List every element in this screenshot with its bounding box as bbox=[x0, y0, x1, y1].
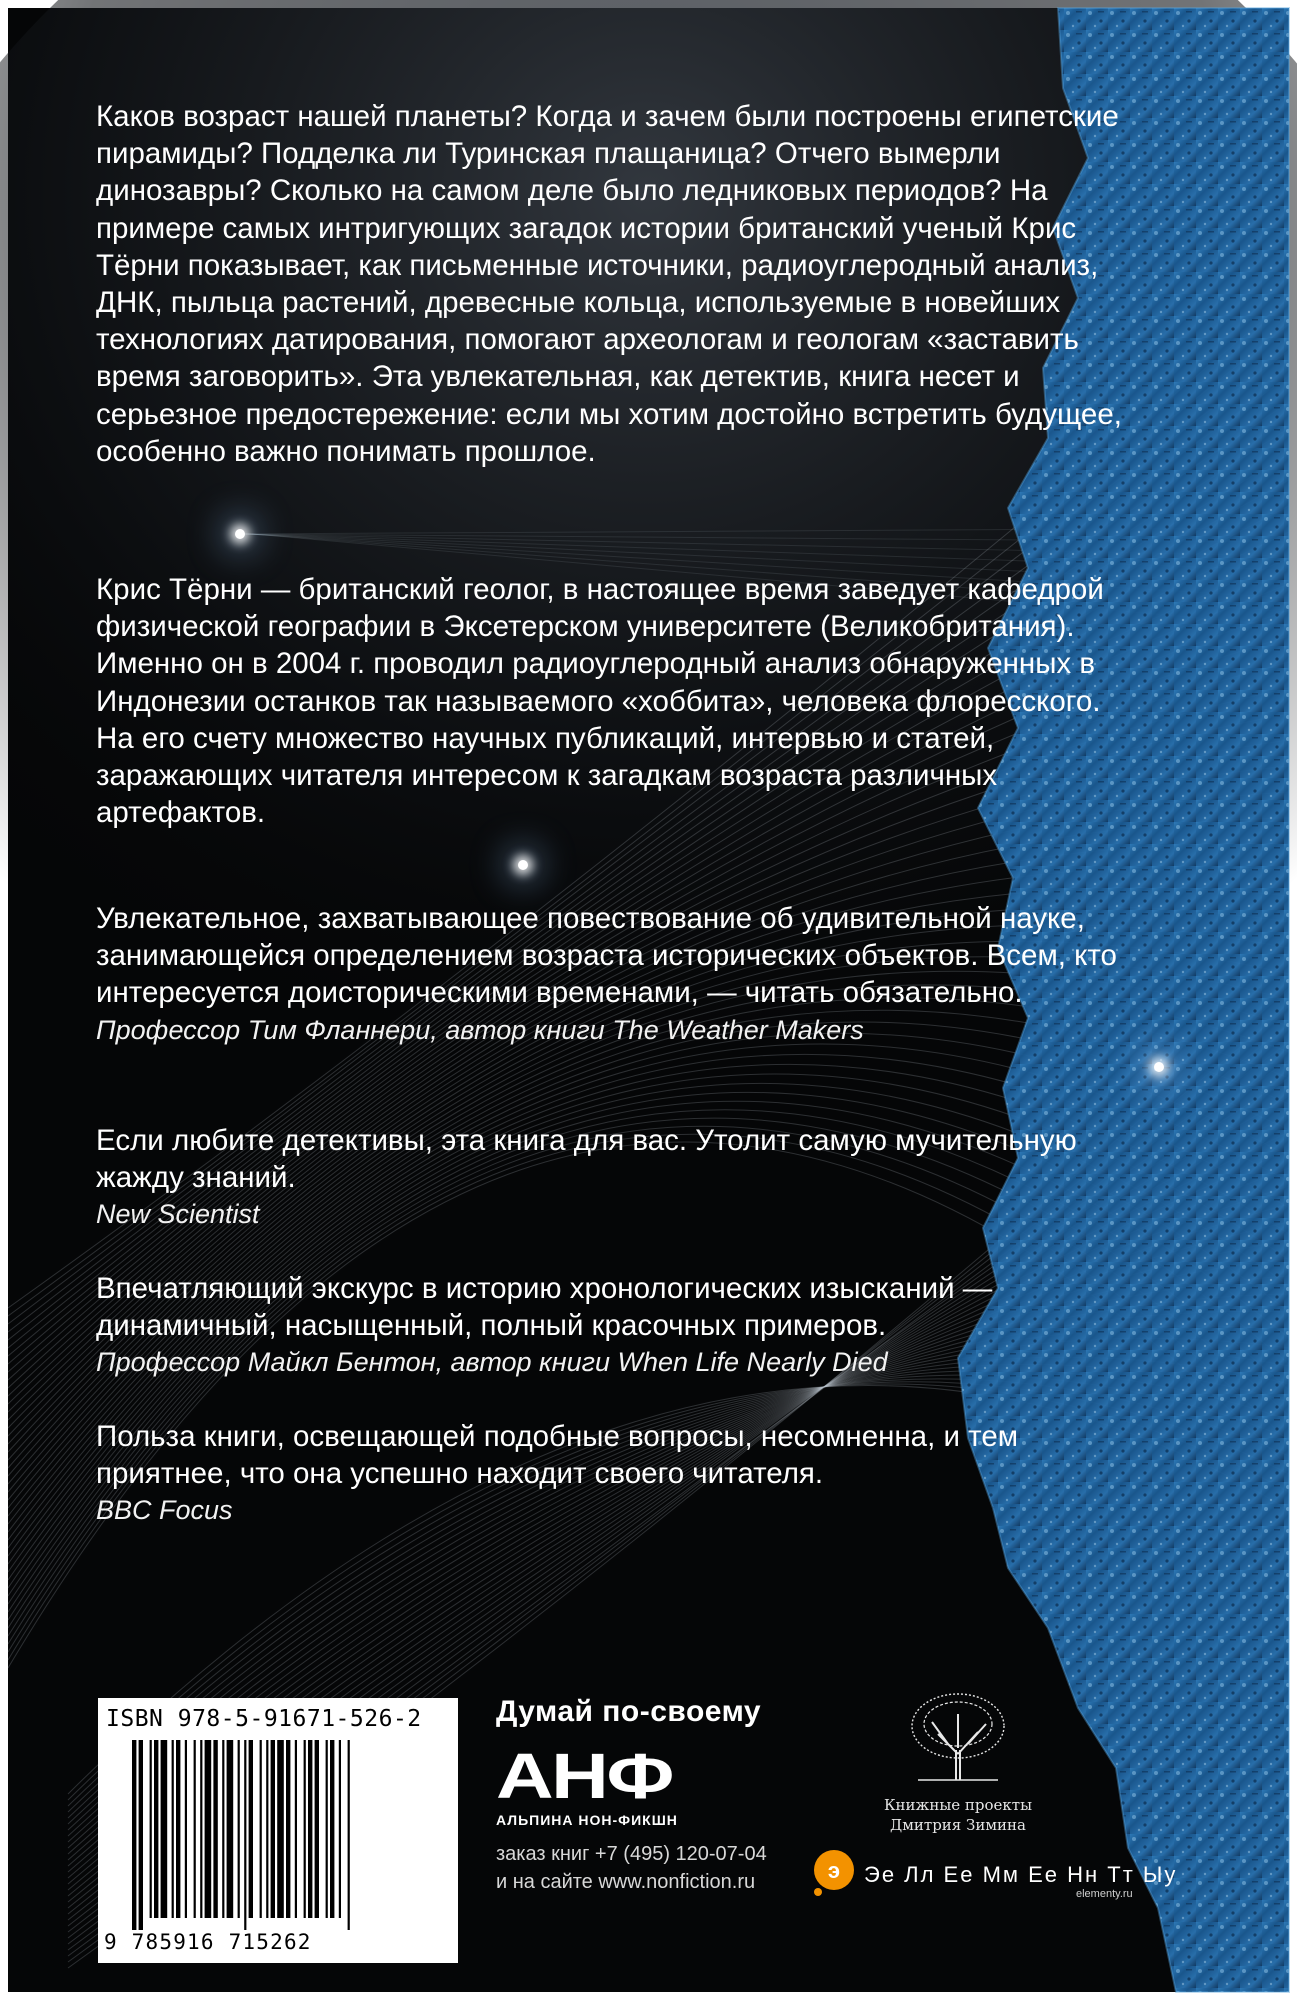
publisher-name: АЛЬПИНА НОН-ФИКШН bbox=[496, 1812, 678, 1828]
barcode-bar bbox=[200, 1740, 202, 1918]
barcode-bar bbox=[271, 1740, 275, 1918]
publisher-website: и на сайте www.nonfiction.ru bbox=[496, 1871, 756, 1893]
description-text: Каков возраст нашей планеты? Когда и зачем были построены египетские пирамиды? Подделка ли Туринская плащаница? Отчего вымерли динозавры? Сколько на самом деле было ледниковых периодов? На примере самых интригующих загадок истории британский ученый Крис Тёрни показывает, как письменные источники, радиоуглеродный анализ, ДНК, пыльца растений, древесные кольца, используемые в новейших технологиях датирования, помогают археологам и геологам «заставить время заговорить». Эта увлекательная, как детектив, книга несет и серьезное предостережение: если мы хотим достойно встретить будущее, особенно важно понимать прошлое. bbox=[96, 100, 1122, 468]
flare-icon bbox=[518, 860, 528, 870]
ano-logo-icon bbox=[496, 1740, 674, 1812]
partner-line-1: Книжные проекты bbox=[883, 1796, 1033, 1814]
review-attribution: BBC Focus bbox=[96, 1495, 233, 1526]
flare-icon bbox=[1154, 1062, 1164, 1072]
author-bio-paragraph bbox=[96, 571, 1136, 831]
isbn-label: ISBN 978-5-91671-526-2 bbox=[106, 1706, 422, 1732]
barcode-bar bbox=[295, 1740, 297, 1918]
flare-icon bbox=[235, 529, 245, 539]
barcode-bar bbox=[266, 1740, 268, 1918]
order-phone: заказ книг +7 (495) 120-07-04 bbox=[496, 1843, 767, 1865]
barcode-bar bbox=[222, 1740, 224, 1918]
tree-logo-icon bbox=[908, 1684, 1008, 1784]
barcode-bar bbox=[213, 1740, 217, 1918]
review-2 bbox=[96, 1122, 1136, 1233]
book-back-cover bbox=[8, 8, 1289, 1992]
review-attribution: Профессор Майкл Бентон, автор книги When Life Nearly Died bbox=[96, 1347, 888, 1378]
barcode-bar bbox=[348, 1740, 350, 1930]
barcode-bar bbox=[172, 1740, 174, 1918]
barcode-bar bbox=[260, 1740, 262, 1918]
barcode-bar bbox=[150, 1740, 152, 1918]
publisher-slogan: Думай по-своему bbox=[496, 1695, 762, 1728]
barcode bbox=[98, 1698, 458, 1963]
review-attribution: Профессор Тим Фланнери, автор книги The Weather Makers bbox=[96, 1014, 864, 1045]
review-3 bbox=[96, 1270, 1136, 1381]
review-text: Впечатляющий экскурс в историю хронологических изысканий — динамичный, насыщенный, полный красочных примеров. bbox=[96, 1272, 993, 1343]
barcode-bar bbox=[132, 1740, 136, 1930]
partner-line-2: Дмитрия Зимина bbox=[890, 1816, 1026, 1834]
barcode-bar bbox=[315, 1740, 319, 1918]
review-4 bbox=[96, 1418, 1136, 1529]
author-bio-text: Крис Тёрни — британский геолог, в настоящее время заведует кафедрой физической географии в Эксетерском университете (Великобритания). Именно он в 2004 г. проводил радиоуглеродный анализ обнаруженных в Индонезии останков так называемого «хоббита», человека флоресского. На его счету множество научных публикаций, интервью и статей, заражающих читателя интересом к загадкам возраста различных артефактов. bbox=[96, 573, 1104, 830]
svg-text:э: э bbox=[827, 1858, 841, 1883]
barcode-bar bbox=[205, 1740, 212, 1918]
elementy-site: elementy.ru bbox=[1076, 1888, 1133, 1900]
review-1 bbox=[96, 900, 1136, 1049]
barcode-bar bbox=[244, 1740, 246, 1930]
barcode-bars bbox=[132, 1740, 446, 1930]
barcode-bar bbox=[185, 1740, 187, 1918]
review-text: Польза книги, освещающей подобные вопросы, несомненна, и тем приятнее, что она успешно находит своего читателя. bbox=[96, 1420, 1019, 1491]
barcode-bar bbox=[238, 1740, 240, 1918]
barcode-bar bbox=[308, 1740, 312, 1918]
description-paragraph bbox=[96, 98, 1136, 470]
barcode-bar bbox=[194, 1740, 196, 1918]
barcode-bar bbox=[304, 1740, 306, 1918]
barcode-bar bbox=[330, 1740, 334, 1918]
ano-logo-text: АНФ bbox=[496, 1740, 673, 1812]
barcode-bar bbox=[154, 1740, 158, 1918]
review-attribution: New Scientist bbox=[96, 1199, 260, 1230]
review-text: Если любите детективы, эта книга для вас. Утолит самую мучительную жажду знаний. bbox=[96, 1124, 1077, 1195]
svg-text:Эе Лл Ее Мм Ее Нн Тт Ыу: Эе Лл Ее Мм Ее Нн Тт Ыу bbox=[864, 1862, 1178, 1887]
barcode-bar bbox=[326, 1740, 328, 1918]
barcode-bar bbox=[286, 1740, 290, 1918]
barcode-bar bbox=[277, 1740, 284, 1918]
barcode-digits: 9 785916 715262 bbox=[104, 1930, 312, 1954]
barcode-bar bbox=[176, 1740, 180, 1918]
barcode-bar bbox=[249, 1740, 253, 1918]
barcode-bar bbox=[339, 1740, 341, 1918]
barcode-bar bbox=[227, 1740, 234, 1918]
barcode-bar bbox=[161, 1740, 168, 1918]
review-text: Увлекательное, захватывающее повествование об удивительной науке, занимающейся определением возраста исторических объектов. Всем, кто интересуется доисторическими временами, — читать обязательно. bbox=[96, 902, 1117, 1010]
barcode-bar bbox=[139, 1740, 143, 1930]
